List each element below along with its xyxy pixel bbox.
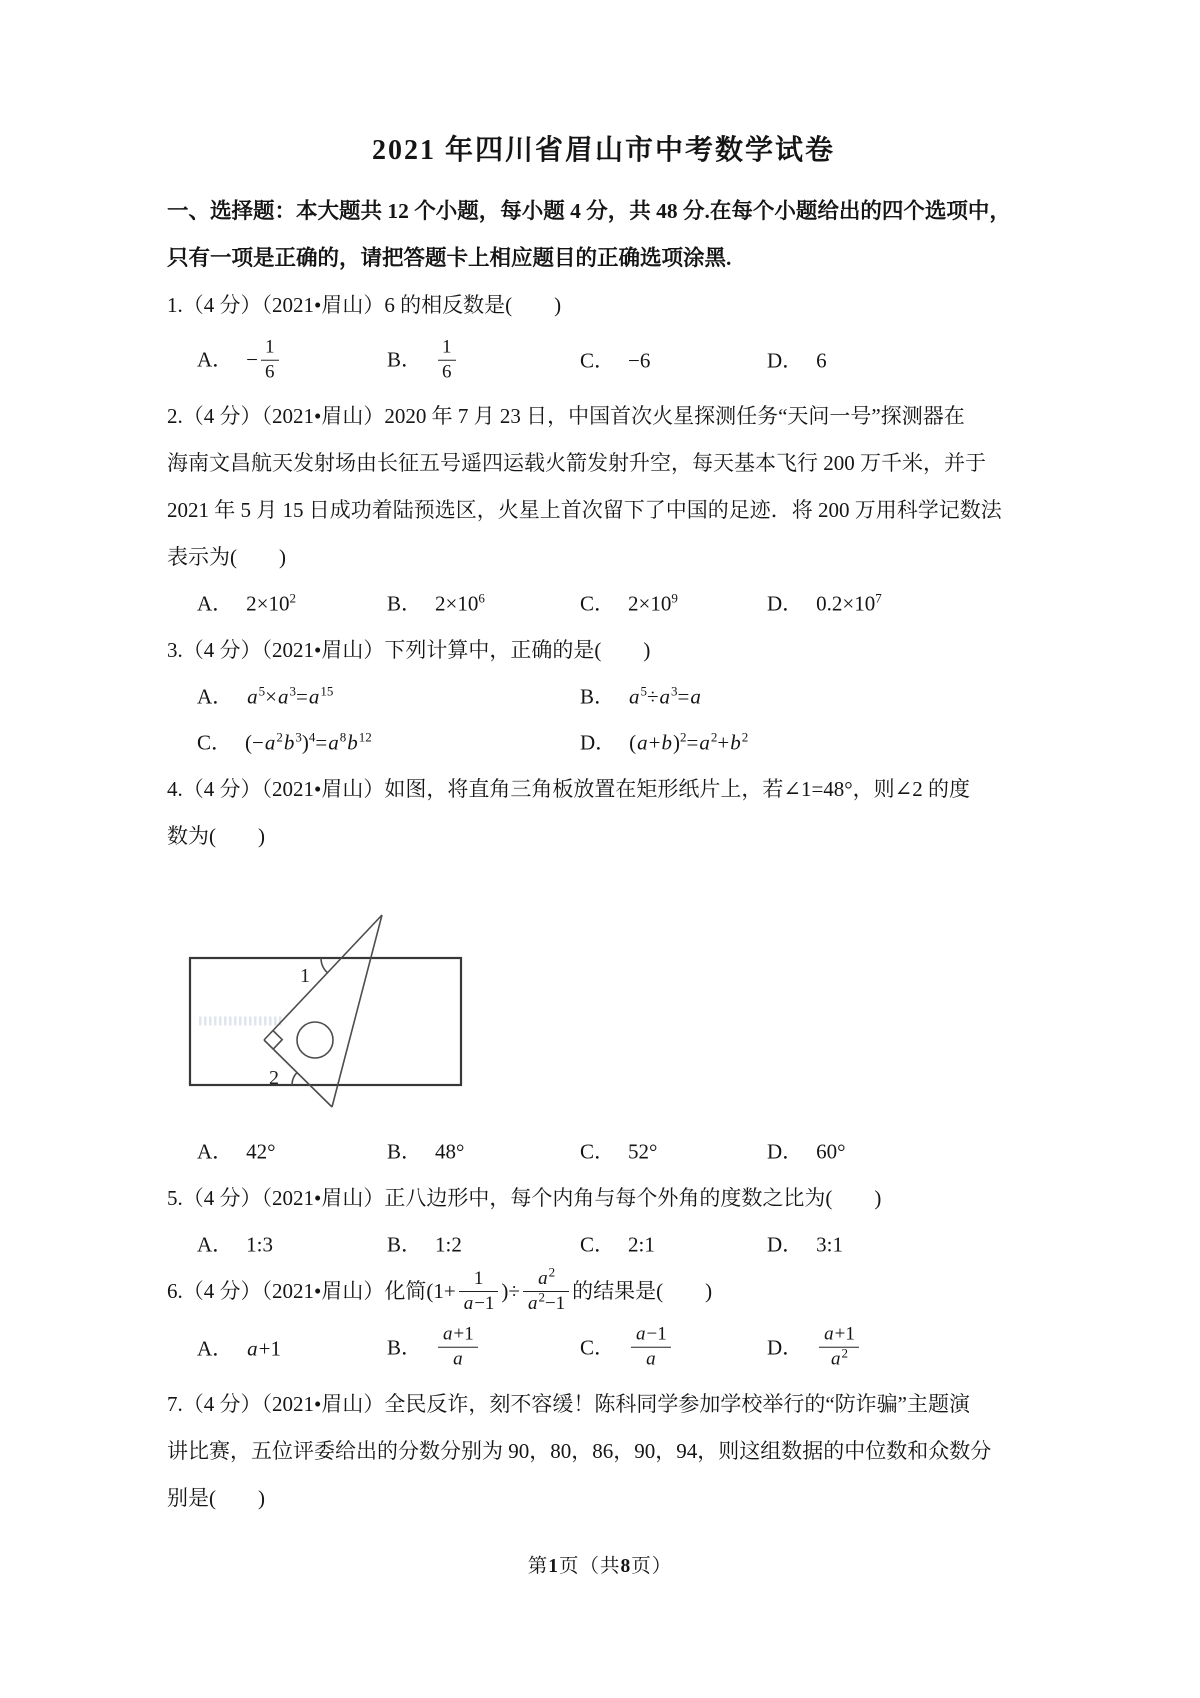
superscript: 3 — [289, 683, 297, 699]
superscript: 3 — [295, 729, 302, 745]
option-letter: D． — [767, 1335, 804, 1360]
superscript: 2 — [538, 1289, 545, 1305]
option-value: a+1 — [247, 1336, 282, 1361]
question-6-option-A — [197, 1325, 281, 1372]
superscript: 2 — [680, 729, 687, 745]
superscript: 2 — [841, 1345, 849, 1361]
option-letter: C． — [580, 591, 616, 616]
option-value: 1:2 — [435, 1232, 462, 1257]
math-variable: a — [659, 684, 671, 709]
question-2 — [167, 393, 1040, 627]
footer-text: 第 — [527, 1556, 549, 1577]
question-6 — [167, 1264, 1040, 1381]
question-1-options-row — [167, 329, 1040, 393]
question-1-option-D — [767, 338, 827, 385]
question-5-line-1: 5.（4 分）（2021•眉山）正八边形中，每个内角与每个外角的度数之比为( ) — [167, 1186, 882, 1210]
math-variable: a — [453, 1348, 463, 1370]
question-2-line-4: 表示为( ) — [167, 545, 286, 569]
option-value: $0.2\times 10^7$ — [816, 590, 882, 616]
math-variable: a — [831, 1348, 841, 1370]
superscript: 7 — [875, 590, 882, 606]
question-5-option-D — [767, 1222, 843, 1269]
question-5-option-A — [197, 1222, 273, 1269]
question-4-option-A — [197, 1129, 276, 1176]
fraction: $\frac{a+1}{a^2}$ — [819, 1324, 859, 1371]
math-variable: a — [308, 684, 320, 709]
question-7-line-1: 7.（4 分）（2021•眉山）全民反诈，刻不容缓！陈科同学参加学校举行的“防诈骗”主题演 — [167, 1391, 970, 1416]
question-4-line-2: 数为( ) — [167, 824, 265, 848]
option-letter: A． — [197, 1139, 234, 1164]
question-3-option-D — [580, 720, 748, 767]
option-value — [435, 1324, 481, 1370]
fraction: $\frac{a+1}{a}$ — [438, 1324, 478, 1371]
option-letter: C． — [197, 730, 233, 755]
math-variable: a — [538, 1267, 548, 1289]
math-variable: a — [463, 1292, 474, 1314]
option-value: 1:3 — [246, 1232, 274, 1257]
option-value: $a^5\div a^3=a$ — [629, 683, 701, 709]
question-5 — [167, 1175, 1040, 1268]
option-value: 3:1 — [816, 1232, 844, 1257]
instructions-line-1: 一、选择题：本大题共 12 个小题，每小题 4 分，共 48 分.在每个小题给出的四个选项中， — [167, 199, 1011, 223]
option-value: 2:1 — [628, 1232, 655, 1257]
math-variable: b — [661, 730, 673, 755]
question-5-options-row — [167, 1222, 1040, 1268]
question-3-option-A — [197, 674, 333, 721]
option-value: 6 — [816, 348, 827, 373]
superscript: 2 — [289, 590, 297, 606]
question-2-option-A — [197, 581, 296, 628]
option-letter: A． — [197, 684, 234, 709]
superscript: 5 — [640, 683, 648, 699]
question-4-option-D — [767, 1129, 846, 1176]
option-value: $(a+b)^2=a^2+b^2$ — [629, 729, 749, 755]
option-letter: D． — [767, 591, 804, 616]
option-letter: D． — [767, 348, 804, 373]
option-letter: B． — [580, 684, 616, 709]
question-4-options-row — [167, 1129, 1040, 1175]
angle-2-arc — [292, 1072, 297, 1085]
angle-2-label: 2 — [269, 1067, 279, 1089]
angle-1-label: 1 — [300, 965, 310, 987]
math-variable: a — [629, 684, 640, 709]
option-value: $2\times 10^9$ — [628, 590, 678, 616]
superscript: 15 — [320, 683, 334, 699]
fraction: $\frac{1}{6}$ — [438, 337, 456, 384]
question-3-options-row — [167, 720, 1040, 766]
question-7-line-3: 别是( ) — [167, 1485, 265, 1510]
fraction: $\frac{a-1}{a}$ — [631, 1324, 671, 1371]
option-letter: A． — [197, 591, 234, 616]
option-value: $(-a^2b^3)^4=a^8b^{12}$ — [245, 729, 372, 755]
math-variable: a — [443, 1324, 453, 1346]
option-value: −6 — [628, 348, 651, 373]
superscript: 9 — [671, 590, 678, 606]
triangle-side-right — [332, 915, 382, 1107]
superscript: 6 — [478, 590, 485, 606]
math-variable: a — [247, 684, 258, 709]
superscript: 4 — [308, 729, 316, 745]
question-3 — [167, 627, 1040, 766]
question-1-line-1: 1.（4 分）（2021•眉山）6 的相反数是( ) — [167, 293, 562, 317]
question-6-options-row — [167, 1317, 1040, 1381]
math-variable: a — [636, 1324, 646, 1346]
question-2-line-1: 2.（4 分）（2021•眉山）2020 年 7 月 23 日，中国首次火星探测任务“天问一号”探测器在 — [167, 404, 965, 428]
option-value: 52° — [628, 1139, 658, 1164]
question-2-option-C — [580, 581, 678, 628]
option-value: 48° — [435, 1139, 465, 1164]
option-letter: C． — [580, 348, 616, 373]
question-4-option-B — [387, 1129, 464, 1176]
math-variable: a — [646, 1348, 656, 1370]
footer-number: 8 — [620, 1556, 632, 1577]
math-variable: a — [699, 730, 710, 755]
question-2-line-2: 海南文昌航天发射场由长征五号遥四运载火箭发射升空，每天基本飞行 200 万千米，并于 — [167, 451, 986, 475]
option-value — [435, 336, 459, 383]
option-letter: B． — [387, 1335, 423, 1360]
question-4-line-1: 4.（4 分）（2021•眉山）如图，将直角三角板放置在矩形纸片上，若∠1=48°，则∠2 的度 — [167, 777, 971, 801]
superscript: 2 — [741, 729, 749, 745]
math-variable: b — [283, 730, 295, 755]
question-5-option-C — [580, 1222, 655, 1269]
superscript: 2 — [548, 1264, 556, 1280]
fraction: $\frac{1}{6}$ — [261, 337, 279, 384]
option-value: $a^5\times a^3=a^{15}$ — [247, 683, 334, 709]
question-4-option-C — [580, 1129, 657, 1176]
question-4-figure — [177, 900, 1040, 1125]
question-2-option-D — [767, 581, 882, 628]
option-letter: B． — [387, 1139, 423, 1164]
angle-1-arc — [321, 958, 328, 973]
triangle-side-left — [264, 915, 382, 1040]
option-value: 42° — [246, 1139, 276, 1164]
math-variable: a — [690, 684, 701, 709]
footer-text: 页） — [631, 1556, 673, 1577]
math-variable: a — [247, 1336, 258, 1361]
question-5-option-B — [387, 1222, 462, 1269]
option-value — [816, 1324, 862, 1370]
instructions-line-2: 只有一项是正确的，请把答题卡上相应题目的正确选项涂黑. — [167, 246, 732, 270]
math-variable: b — [730, 730, 741, 755]
question-3-line-1: 3.（4 分）（2021•眉山）下列计算中，正确的是( ) — [167, 638, 651, 662]
triangle-on-rectangle-diagram — [177, 900, 477, 1125]
footer-text: 页（共 — [558, 1556, 621, 1577]
option-letter: A． — [197, 1232, 234, 1257]
superscript: 3 — [671, 683, 678, 699]
option-letter: B． — [387, 347, 423, 372]
math-variable: a — [824, 1324, 834, 1346]
option-letter: D． — [580, 730, 617, 755]
option-value: − $\frac{1}{6}$ — [246, 348, 281, 372]
option-letter: B． — [387, 1232, 423, 1257]
option-letter: D． — [767, 1232, 804, 1257]
question-1-option-B — [387, 337, 459, 386]
question-2-options-row — [167, 581, 1040, 627]
math-variable: a — [328, 730, 339, 755]
question-2-line-3: 2021 年 5 月 15 日成功着陆预选区，火星上首次留下了中国的足迹．将 200 万用科学记数法 — [167, 498, 1002, 522]
question-6-option-D — [767, 1324, 862, 1373]
option-letter: D． — [767, 1139, 804, 1164]
fraction: $\frac{a^2}{a^2-1}$ — [523, 1268, 569, 1315]
question-3-option-B — [580, 674, 702, 721]
question-2-option-B — [387, 581, 485, 628]
option-letter: C． — [580, 1232, 616, 1257]
question-1 — [167, 282, 1040, 393]
superscript: 8 — [339, 729, 347, 745]
option-letter: B． — [387, 591, 423, 616]
questions — [167, 282, 1040, 1522]
question-6-option-B — [387, 1324, 481, 1373]
superscript: 2 — [276, 729, 283, 745]
question-7-line-2: 讲比赛，五位评委给出的分数分别为 90，80，86，90，94，则这组数据的中位数和众数分 — [167, 1438, 992, 1463]
option-letter: C． — [580, 1139, 616, 1164]
question-1-option-C — [580, 338, 650, 385]
fraction: $\frac{1}{a-1}$ — [459, 1268, 499, 1315]
option-letter: A． — [197, 1336, 234, 1361]
math-variable: a — [278, 684, 289, 709]
option-value: $2\times 10^2$ — [246, 590, 297, 616]
question-6-option-C — [580, 1324, 674, 1373]
option-value: 60° — [816, 1139, 846, 1164]
math-variable: b — [347, 730, 358, 755]
option-value — [628, 1324, 674, 1370]
footer-number: 1 — [548, 1556, 559, 1577]
math-variable: a — [264, 730, 276, 755]
math-variable: a — [527, 1292, 538, 1314]
superscript: 2 — [710, 729, 718, 745]
question-3-option-C — [197, 720, 372, 767]
superscript: 12 — [358, 729, 372, 745]
question-6-line-1: 6.（4 分）（2021•眉山）化简(1+ $\frac{1}{a-1}$ )÷ $\frac{a^2}{a^2-1}$ 的结果是( ) — [167, 1264, 713, 1314]
math-variable: a — [637, 730, 648, 755]
option-letter: A． — [197, 347, 234, 372]
option-letter: C． — [580, 1335, 616, 1360]
page-footer — [0, 1550, 1200, 1578]
section-instructions — [167, 188, 1040, 282]
option-value: $2\times 10^6$ — [435, 590, 485, 616]
question-1-option-A — [197, 337, 282, 386]
question-3-options-row — [167, 674, 1040, 720]
ruler-hole — [297, 1022, 333, 1058]
right-angle-marker — [273, 1031, 282, 1050]
page-title: 2021 年四川省眉山市中考数学试卷 — [371, 135, 835, 166]
superscript: 5 — [258, 683, 266, 699]
question-7 — [167, 1381, 1040, 1522]
question-4 — [167, 766, 1040, 1175]
